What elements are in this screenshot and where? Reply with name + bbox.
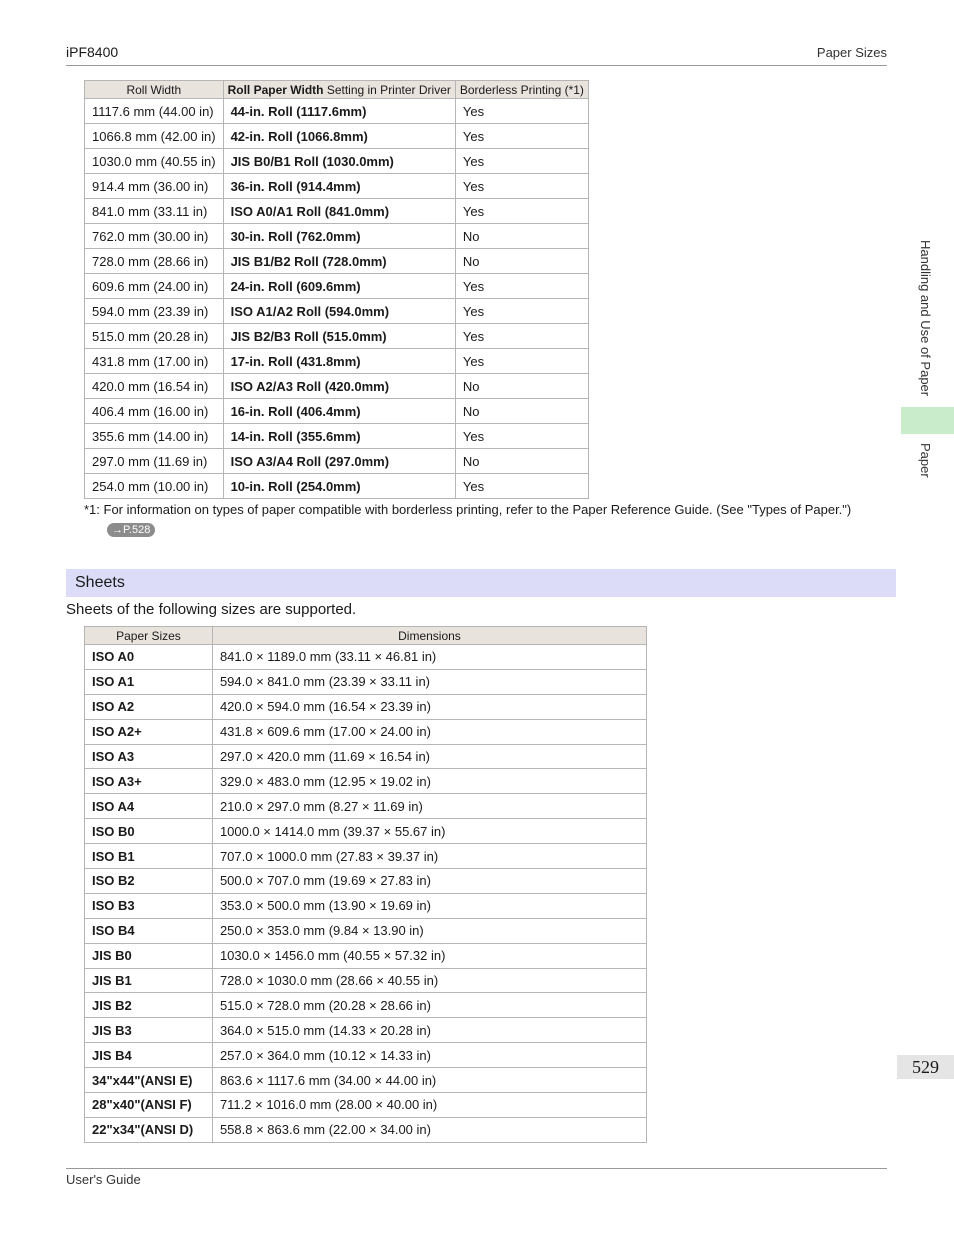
- driver-setting-cell-text: 17-in. Roll (431.8mm): [230, 353, 361, 369]
- roll-width-cell: 762.0 mm (30.00 in): [85, 224, 224, 249]
- roll-width-cell: 914.4 mm (36.00 in): [85, 174, 224, 199]
- roll-width-cell: 1066.8 mm (42.00 in): [85, 124, 224, 149]
- paper-size-cell: [85, 918, 213, 943]
- driver-setting-cell: [223, 99, 455, 124]
- roll-width-cell: 1117.6 mm (44.00 in): [85, 99, 224, 124]
- paper-sizes-header: Paper Sizes: [85, 627, 213, 645]
- dimensions-cell: 297.0 × 420.0 mm (11.69 × 16.54 in): [212, 744, 646, 769]
- dimensions-cell: 711.2 × 1016.0 mm (28.00 × 40.00 in): [212, 1093, 646, 1118]
- paper-size-cell-text: ISO A2: [92, 699, 135, 715]
- footer-divider: [66, 1168, 887, 1169]
- paper-size-cell-text: ISO A4: [92, 798, 135, 814]
- table-row: [85, 744, 647, 769]
- paper-size-cell: [85, 669, 213, 694]
- sheet-table-header-row: [85, 627, 647, 645]
- borderless-cell: No: [455, 449, 588, 474]
- paper-size-cell: [85, 744, 213, 769]
- driver-setting-cell: [223, 324, 455, 349]
- paper-size-cell: [85, 819, 213, 844]
- roll-width-cell: 254.0 mm (10.00 in): [85, 474, 224, 499]
- table-row: [85, 474, 589, 499]
- driver-setting-cell: [223, 149, 455, 174]
- table-row: [85, 1093, 647, 1118]
- roll-width-header: Roll Width: [85, 81, 224, 99]
- table-row: [85, 324, 589, 349]
- table-row: [85, 1018, 647, 1043]
- table-row: [85, 449, 589, 474]
- table-row: [85, 844, 647, 869]
- roll-width-cell: 297.0 mm (11.69 in): [85, 449, 224, 474]
- paper-size-cell-text: ISO B2: [92, 873, 135, 889]
- paper-size-cell: [85, 1093, 213, 1118]
- driver-setting-cell-text: ISO A3/A4 Roll (297.0mm): [230, 453, 390, 469]
- paper-size-cell-text: ISO A0: [92, 649, 135, 665]
- dimensions-cell: 558.8 × 863.6 mm (22.00 × 34.00 in): [212, 1117, 646, 1142]
- driver-setting-cell: [223, 174, 455, 199]
- table-row: [85, 819, 647, 844]
- dimensions-cell: 250.0 × 353.0 mm (9.84 × 13.90 in): [212, 918, 646, 943]
- paper-size-cell: [85, 1018, 213, 1043]
- borderless-cell: Yes: [455, 474, 588, 499]
- driver-setting-header: [223, 81, 455, 99]
- paper-size-cell: [85, 993, 213, 1018]
- table-row: [85, 274, 589, 299]
- footnote: *1: For information on types of paper compatible with borderless printing, refer to the Paper Reference Guide. (See "Types of Paper."): [84, 502, 852, 517]
- paper-size-cell-text: ISO B4: [92, 923, 135, 939]
- driver-setting-cell: [223, 299, 455, 324]
- table-row: [85, 424, 589, 449]
- driver-setting-cell-text: 36-in. Roll (914.4mm): [230, 178, 361, 194]
- driver-setting-cell-text: 16-in. Roll (406.4mm): [230, 403, 361, 419]
- borderless-cell: No: [455, 399, 588, 424]
- sheets-intro: Sheets of the following sizes are supported.: [66, 601, 357, 618]
- paper-size-cell-text: JIS B0: [92, 948, 132, 964]
- borderless-cell: Yes: [455, 124, 588, 149]
- table-row: [85, 1117, 647, 1142]
- roll-width-cell: 728.0 mm (28.66 in): [85, 249, 224, 274]
- driver-setting-cell: [223, 249, 455, 274]
- dimensions-cell: 1030.0 × 1456.0 mm (40.55 × 57.32 in): [212, 943, 646, 968]
- driver-setting-cell-text: ISO A1/A2 Roll (594.0mm): [230, 303, 390, 319]
- table-row: [85, 968, 647, 993]
- footer-text: User's Guide: [66, 1172, 141, 1187]
- dimensions-cell: 594.0 × 841.0 mm (23.39 × 33.11 in): [212, 669, 646, 694]
- paper-size-cell-text: ISO B1: [92, 848, 135, 864]
- dimensions-cell: 353.0 × 500.0 mm (13.90 × 19.69 in): [212, 893, 646, 918]
- section-title-sheets: Sheets: [66, 569, 896, 597]
- table-row: [85, 299, 589, 324]
- paper-size-cell-text: ISO A2+: [92, 724, 142, 740]
- paper-size-cell: [85, 794, 213, 819]
- dimensions-cell: 1000.0 × 1414.0 mm (39.37 × 55.67 in): [212, 819, 646, 844]
- driver-setting-cell-text: 24-in. Roll (609.6mm): [230, 278, 361, 294]
- driver-setting-cell: [223, 349, 455, 374]
- table-row: [85, 669, 647, 694]
- borderless-cell: No: [455, 224, 588, 249]
- paper-size-cell-text: 28"x40"(ANSI F): [92, 1097, 192, 1113]
- driver-setting-cell-text: 42-in. Roll (1066.8mm): [230, 128, 368, 144]
- paper-size-cell-text: 34"x44"(ANSI E): [92, 1072, 193, 1088]
- dimensions-cell: 707.0 × 1000.0 mm (27.83 × 39.37 in): [212, 844, 646, 869]
- roll-width-table: [84, 80, 589, 499]
- table-row: [85, 645, 647, 670]
- paper-size-cell: [85, 694, 213, 719]
- driver-setting-cell-text: 44-in. Roll (1117.6mm): [230, 103, 367, 119]
- header-model: iPF8400: [66, 44, 119, 60]
- driver-setting-cell-text: 30-in. Roll (762.0mm): [230, 228, 361, 244]
- borderless-cell: Yes: [455, 99, 588, 124]
- dimensions-cell: 863.6 × 1117.6 mm (34.00 × 44.00 in): [212, 1068, 646, 1093]
- paper-size-cell: [85, 844, 213, 869]
- table-row: [85, 893, 647, 918]
- paper-size-cell-text: JIS B1: [92, 973, 132, 989]
- table-row: [85, 249, 589, 274]
- table-row: [85, 1043, 647, 1068]
- roll-width-cell: 841.0 mm (33.11 in): [85, 199, 224, 224]
- driver-setting-cell-text: JIS B0/B1 Roll (1030.0mm): [230, 153, 394, 169]
- paper-size-cell: [85, 943, 213, 968]
- paper-size-cell: [85, 1068, 213, 1093]
- driver-setting-cell: [223, 449, 455, 474]
- paper-size-cell-text: ISO B3: [92, 898, 135, 914]
- driver-setting-cell: [223, 474, 455, 499]
- driver-setting-cell-text: JIS B2/B3 Roll (515.0mm): [230, 328, 387, 344]
- paper-size-cell-text: ISO A3: [92, 749, 135, 764]
- driver-setting-header-rest: Setting in Printer Driver: [323, 82, 451, 97]
- table-row: [85, 374, 589, 399]
- chapter-color-tab: [901, 407, 954, 434]
- borderless-cell: Yes: [455, 199, 588, 224]
- dimensions-cell: 515.0 × 728.0 mm (20.28 × 28.66 in): [212, 993, 646, 1018]
- paper-size-cell: [85, 869, 213, 894]
- borderless-cell: Yes: [455, 174, 588, 199]
- driver-setting-cell: [223, 274, 455, 299]
- table-row: [85, 149, 589, 174]
- borderless-cell: Yes: [455, 324, 588, 349]
- borderless-header: Borderless Printing (*1): [455, 81, 588, 99]
- borderless-cell: Yes: [455, 274, 588, 299]
- dimensions-cell: 841.0 × 1189.0 mm (33.11 × 46.81 in): [212, 645, 646, 670]
- roll-width-cell: 431.8 mm (17.00 in): [85, 349, 224, 374]
- driver-setting-cell: [223, 224, 455, 249]
- roll-width-cell: 515.0 mm (20.28 in): [85, 324, 224, 349]
- borderless-cell: No: [455, 249, 588, 274]
- borderless-cell: Yes: [455, 349, 588, 374]
- paper-size-cell: [85, 645, 213, 670]
- page-reference-link[interactable]: →P.528: [107, 523, 155, 537]
- topic-side-label: Paper: [918, 443, 933, 478]
- dimensions-cell: 257.0 × 364.0 mm (10.12 × 14.33 in): [212, 1043, 646, 1068]
- paper-size-cell: [85, 1043, 213, 1068]
- dimensions-cell: 420.0 × 594.0 mm (16.54 × 23.39 in): [212, 694, 646, 719]
- paper-size-cell: [85, 1117, 213, 1142]
- paper-size-cell: [85, 719, 213, 744]
- borderless-cell: Yes: [455, 299, 588, 324]
- dimensions-cell: 728.0 × 1030.0 mm (28.66 × 40.55 in): [212, 968, 646, 993]
- table-row: [85, 399, 589, 424]
- table-row: [85, 349, 589, 374]
- paper-size-cell: [85, 968, 213, 993]
- dimensions-cell: 500.0 × 707.0 mm (19.69 × 27.83 in): [212, 869, 646, 894]
- sheet-sizes-table: [84, 626, 647, 1143]
- driver-setting-cell: [223, 399, 455, 424]
- table-row: [85, 719, 647, 744]
- header-divider: [66, 65, 887, 66]
- paper-size-cell: [85, 893, 213, 918]
- table-row: [85, 1068, 647, 1093]
- paper-size-cell-text: JIS B3: [92, 1022, 132, 1038]
- roll-width-cell: 1030.0 mm (40.55 in): [85, 149, 224, 174]
- borderless-cell: Yes: [455, 149, 588, 174]
- paper-size-cell-text: JIS B2: [92, 997, 132, 1013]
- table-row: [85, 124, 589, 149]
- table-row: [85, 99, 589, 124]
- table-row: [85, 199, 589, 224]
- page-number: 529: [897, 1055, 954, 1079]
- driver-setting-cell-text: ISO A0/A1 Roll (841.0mm): [230, 203, 390, 219]
- driver-setting-cell-text: JIS B1/B2 Roll (728.0mm): [230, 253, 387, 269]
- table-row: [85, 174, 589, 199]
- driver-setting-cell: [223, 374, 455, 399]
- borderless-cell: No: [455, 374, 588, 399]
- paper-size-cell: [85, 769, 213, 794]
- dimensions-cell: 210.0 × 297.0 mm (8.27 × 11.69 in): [212, 794, 646, 819]
- table-row: [85, 918, 647, 943]
- paper-size-cell-text: ISO B0: [92, 823, 135, 839]
- table-row: [85, 769, 647, 794]
- borderless-cell: Yes: [455, 424, 588, 449]
- table-row: [85, 694, 647, 719]
- driver-setting-cell: [223, 199, 455, 224]
- dimensions-header: Dimensions: [212, 627, 646, 645]
- driver-setting-cell: [223, 124, 455, 149]
- paper-size-cell-text: 22"x34"(ANSI D): [92, 1122, 194, 1138]
- table-row: [85, 943, 647, 968]
- roll-width-cell: 594.0 mm (23.39 in): [85, 299, 224, 324]
- driver-setting-cell: [223, 424, 455, 449]
- roll-width-cell: 355.6 mm (14.00 in): [85, 424, 224, 449]
- table-row: [85, 869, 647, 894]
- roll-width-cell: 609.6 mm (24.00 in): [85, 274, 224, 299]
- dimensions-cell: 329.0 × 483.0 mm (12.95 × 19.02 in): [212, 769, 646, 794]
- paper-size-cell-text: ISO A1: [92, 674, 135, 690]
- table-row: [85, 993, 647, 1018]
- header-section: Paper Sizes: [816, 45, 887, 60]
- paper-size-cell-text: JIS B4: [92, 1047, 132, 1063]
- chapter-side-label: Handling and Use of Paper: [918, 240, 933, 397]
- paper-size-cell-text: ISO A3+: [92, 773, 142, 789]
- driver-setting-header-bold: Roll Paper Width: [227, 82, 324, 97]
- roll-width-cell: 406.4 mm (16.00 in): [85, 399, 224, 424]
- dimensions-cell: 431.8 × 609.6 mm (17.00 × 24.00 in): [212, 719, 646, 744]
- roll-table-header-row: [85, 81, 589, 99]
- roll-width-cell: 420.0 mm (16.54 in): [85, 374, 224, 399]
- driver-setting-cell-text: ISO A2/A3 Roll (420.0mm): [230, 378, 390, 394]
- driver-setting-cell-text: 14-in. Roll (355.6mm): [230, 428, 361, 444]
- table-row: [85, 794, 647, 819]
- dimensions-cell: 364.0 × 515.0 mm (14.33 × 20.28 in): [212, 1018, 646, 1043]
- driver-setting-cell-text: 10-in. Roll (254.0mm): [230, 478, 361, 494]
- table-row: [85, 224, 589, 249]
